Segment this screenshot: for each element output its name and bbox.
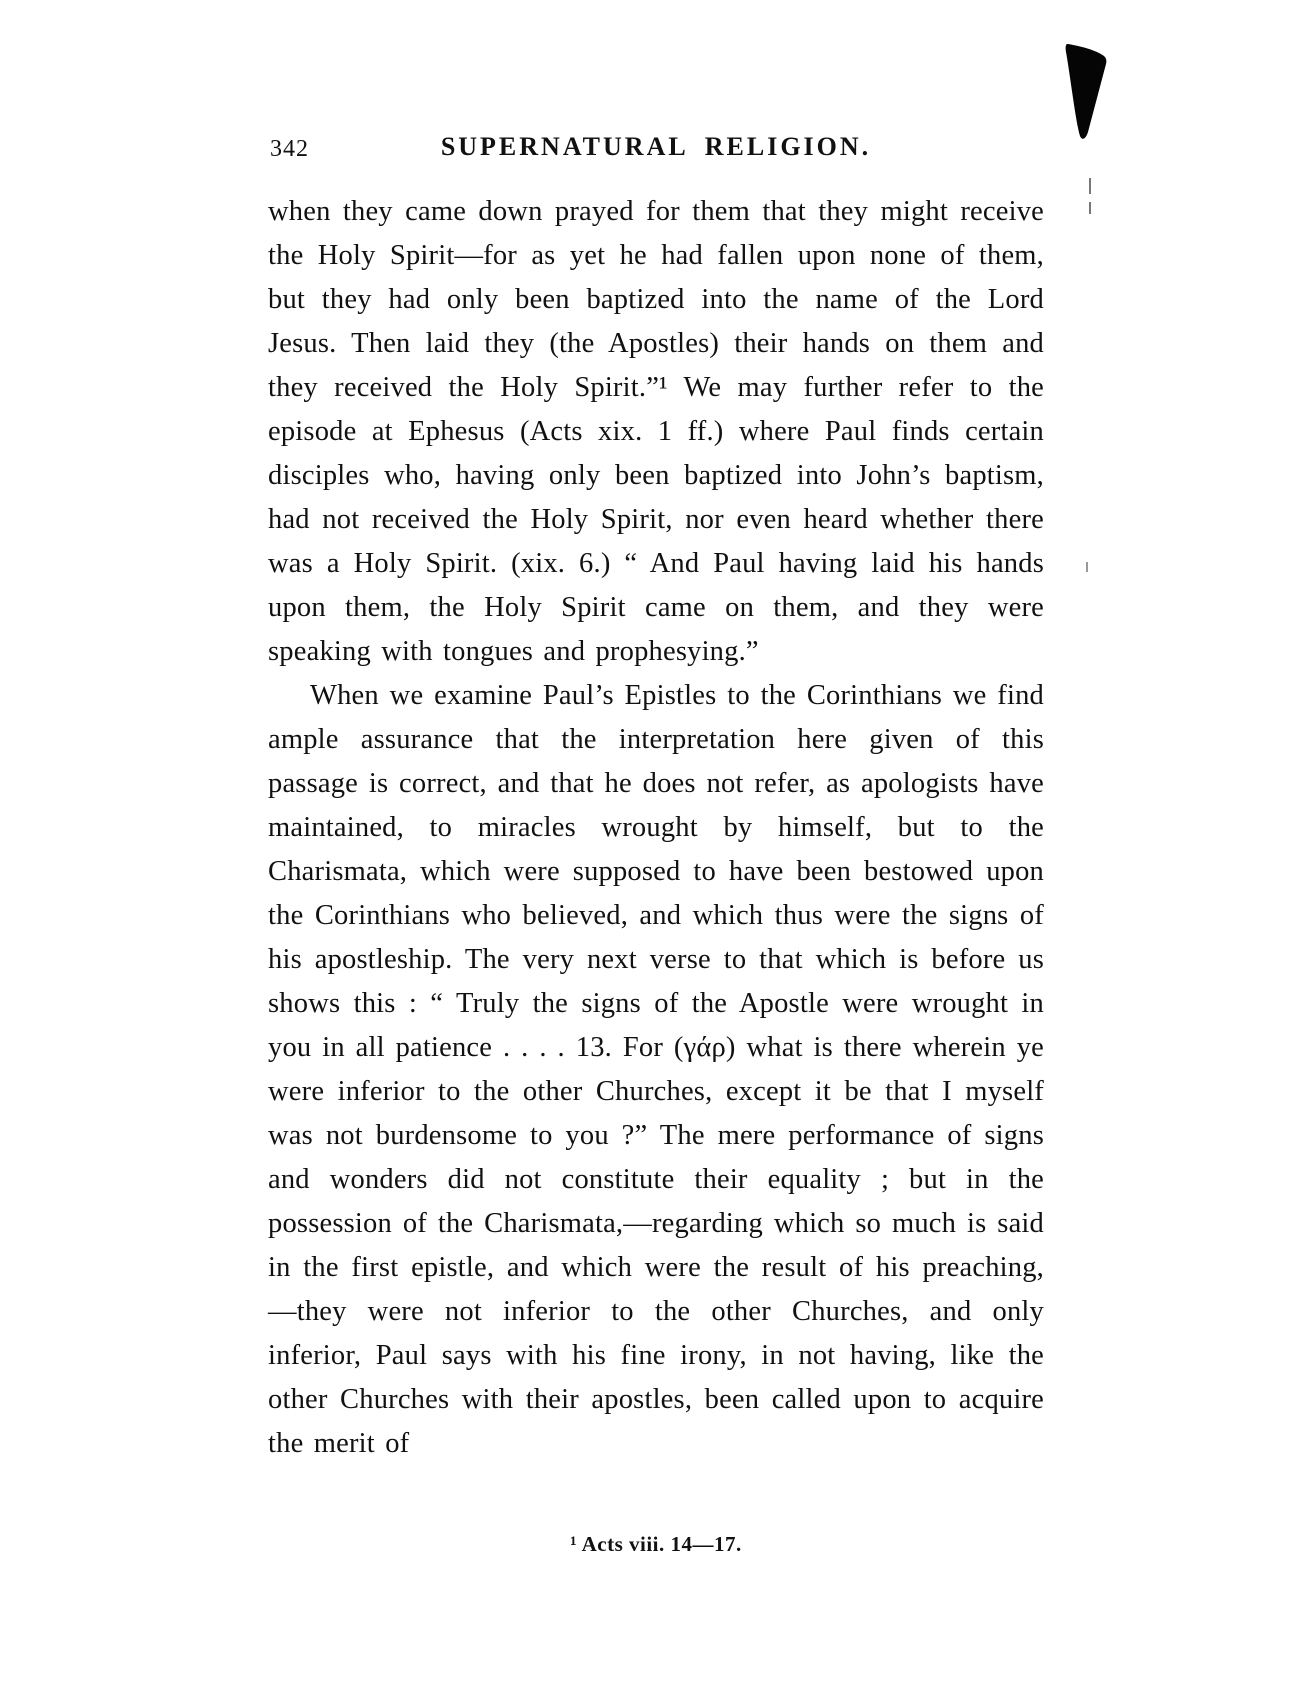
footnote: ¹ Acts viii. 14—17. — [570, 1532, 742, 1556]
text-column — [268, 130, 1044, 1466]
page-header — [268, 130, 1044, 170]
scan-speck — [1089, 202, 1091, 214]
running-title: SUPERNATURAL RELIGION. — [440, 132, 872, 161]
scan-speck — [1089, 178, 1091, 194]
scan-ink-mark — [1062, 44, 1108, 144]
page-number: 342 — [270, 136, 309, 162]
ink-mark-shape — [1062, 44, 1108, 144]
paragraph-continuation: when they came down prayed for them that they might receive the Holy Spirit—for as yet he had fallen upon none of them, but they had only been baptized into the name of the Lord Jesus. Then laid they (the Apostles) their hands on them and they received the Holy Spirit.”¹ We may further refer to the episode at Ephesus (Acts xix. 1 ff.) where Paul finds certain disciples who, having only been baptized into John’s baptism, had not received the Holy Spirit, nor even heard whether there was a Holy Spirit. (xix. 6.) “ And Paul having laid his hands upon them, the Holy Spirit came on them, and they were speaking with tongues and prophesying.” — [268, 196, 1044, 667]
page-body — [268, 190, 1044, 1466]
scan-speck — [1086, 562, 1088, 572]
paragraph: When we examine Paul’s Epistles to the Corinthians we find ample assurance that the interpretation here given of this passage is correct, and that he does not refer, as apologists have maintained, to miracles wrought by himself, but to the Charismata, which were supposed to have been bestowed upon the Corinthians who believed, and which thus were the signs of his apostleship. The very next verse to that which is before us shows this : “ Truly the signs of the Apostle were wrought in you in all patience . . . . 13. For (γάρ) what is there wherein ye were inferior to the other Churches, except it be that I myself was not burdensome to you ?” The mere performance of signs and wonders did not constitute their equality ; but in the possession of the Charismata,—regarding which so much is said in the first epistle, and which were the result of his preaching,—they were not inferior to the other Churches, and only inferior, Paul says with his fine irony, in not having, like the other Churches with their apostles, been called upon to acquire the merit of — [268, 680, 1044, 1459]
